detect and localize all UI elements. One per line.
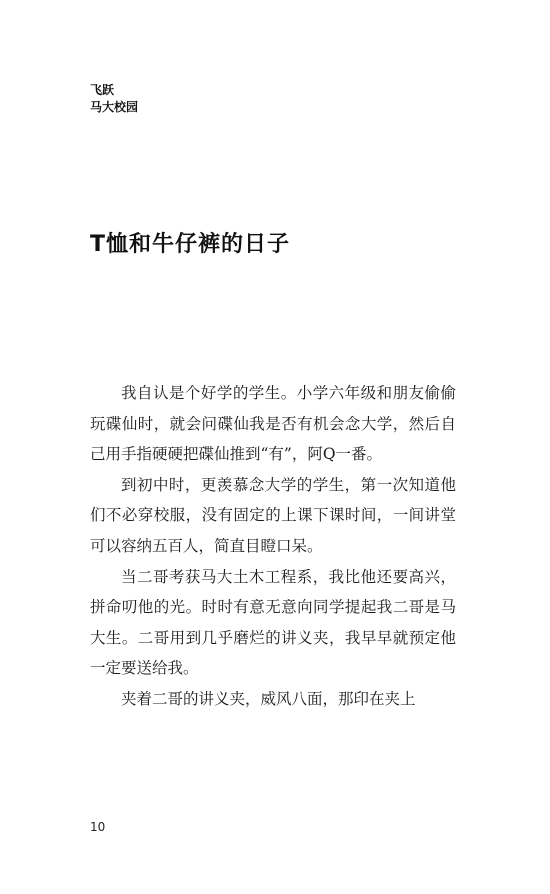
paragraph: 到初中时，更羡慕念大学的学生，第一次知道他们不必穿校服，没有固定的上课下课时间，一间讲堂可以容纳五百人，简直目瞪口呆。 — [90, 475, 456, 555]
paragraph: 夹着二哥的讲义夹，威风八面，那印在夹上 — [121, 689, 416, 708]
body-text — [90, 378, 456, 715]
paragraph: 当二哥考获马大土木工程系，我比他还要高兴，拼命叨他的光。时时有意无意向同学提起我二哥是马大生。二哥用到几乎磨烂的讲义夹，我早早就预定他一定要送给我。 — [90, 567, 456, 678]
page-number: 10 — [90, 820, 106, 834]
running-header — [90, 82, 138, 116]
paragraph: 我自认是个好学的学生。小学六年级和朋友偷偷玩碟仙时，就会问碟仙我是否有机会念大学，然后自己用手指硬硬把碟仙推到“有”，阿Q一番。 — [90, 384, 456, 464]
header-series: 飞跃 — [90, 83, 115, 97]
chapter-title: T恤和牛仔裤的日子 — [90, 232, 291, 257]
header-book-title: 马大校园 — [90, 100, 139, 114]
